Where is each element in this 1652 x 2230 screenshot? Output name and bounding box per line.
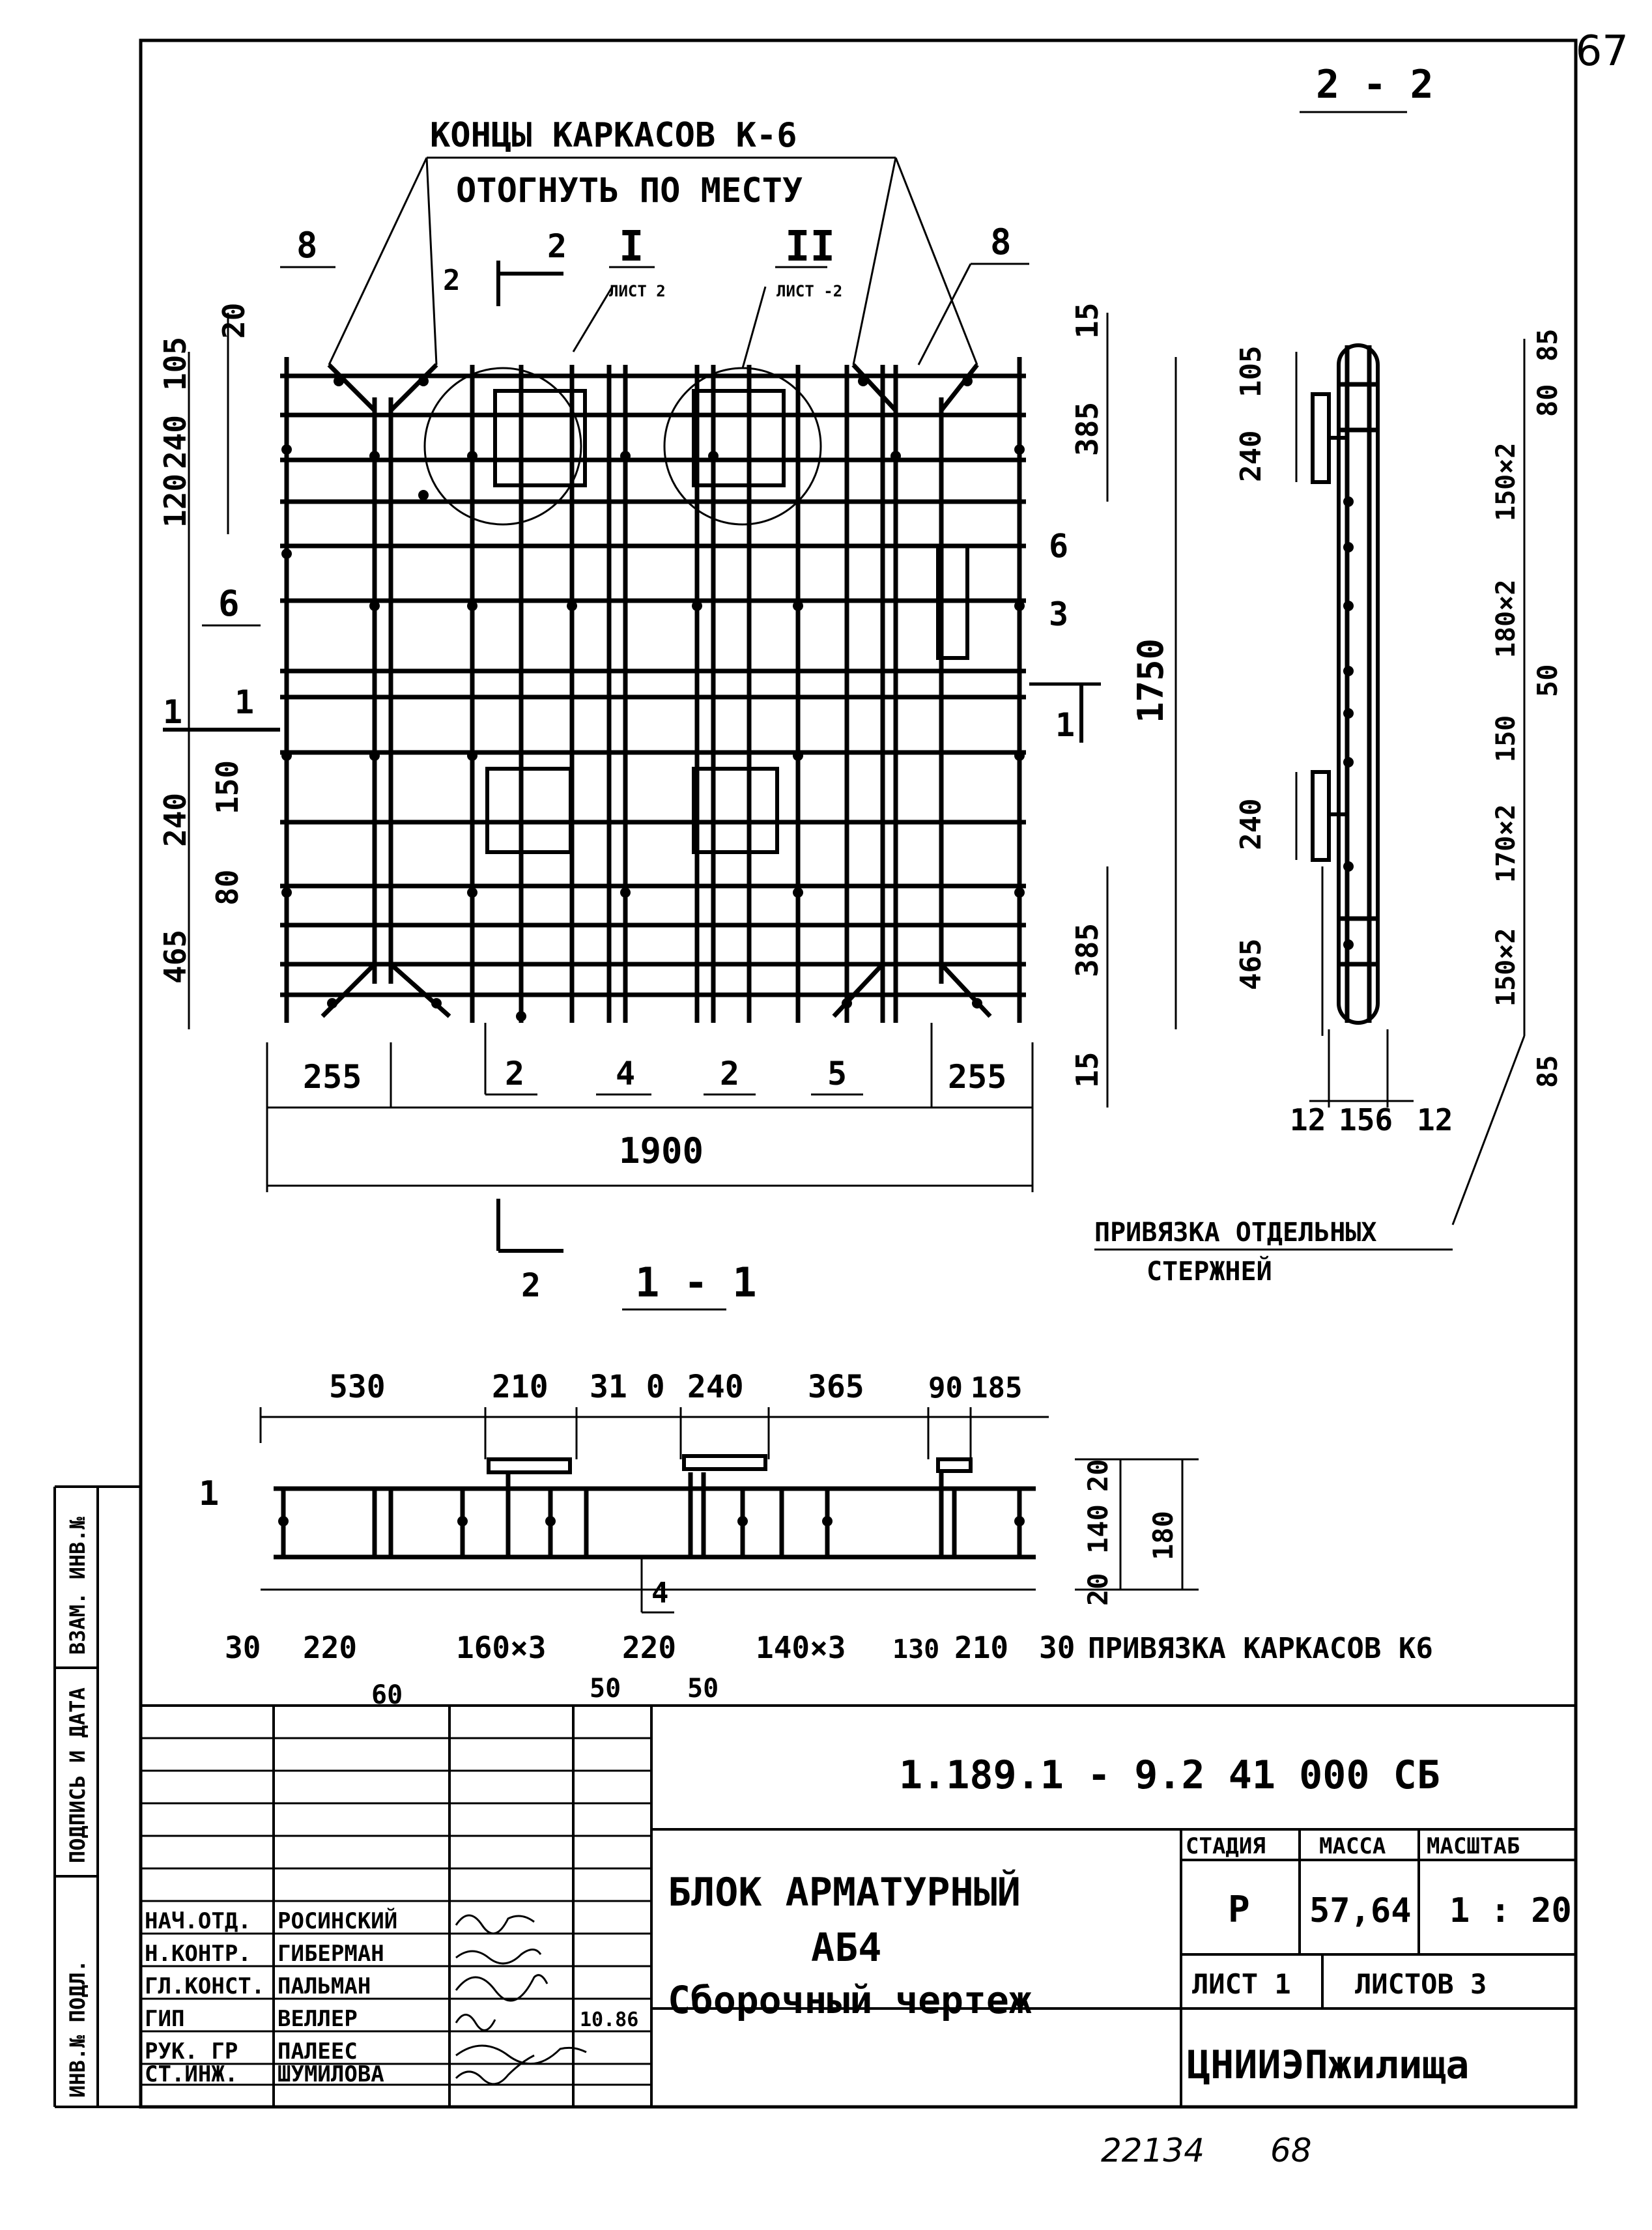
cut-1-left-a: 1 bbox=[163, 693, 183, 731]
s11-bottom-220-mid: 220 bbox=[622, 1630, 677, 1665]
cut-2-bottom-marker bbox=[498, 1199, 563, 1304]
s11-bottom-50-a: 50 bbox=[590, 1674, 621, 1704]
doc-code: 1.189.1 - 9.2 41 000 СБ bbox=[899, 1752, 1440, 1798]
cut-2-top: 2 bbox=[547, 227, 567, 265]
title-line1: БЛОК АРМАТУРНЫЙ bbox=[668, 1870, 1021, 1915]
s11-bottom-210: 210 bbox=[954, 1630, 1009, 1665]
dim-right-15-bottom: 15 bbox=[1070, 1051, 1105, 1088]
s22-dim-170x2: 170×2 bbox=[1491, 804, 1521, 883]
stage-value: Р bbox=[1228, 1889, 1250, 1931]
marker-8-left: 8 bbox=[296, 225, 318, 266]
dim-top-20: 20 bbox=[216, 302, 251, 339]
header-mass: МАССА bbox=[1319, 1833, 1386, 1859]
name-veller: ВЕЛЛЕР bbox=[278, 2006, 358, 2032]
s11-top-530: 530 bbox=[329, 1369, 386, 1405]
node-I: I bbox=[619, 223, 644, 271]
callout-line1: КОНЦЫ КАРКАСОВ К-6 bbox=[430, 116, 797, 155]
cut-1-right: 1 bbox=[1055, 706, 1075, 744]
dim-left-465: 465 bbox=[158, 929, 193, 984]
s11-right-20-top: 20 bbox=[1082, 1459, 1114, 1492]
s11-right-140: 140 bbox=[1082, 1504, 1114, 1554]
side-label-original-inv: ИНВ.№ ПОДЛ. bbox=[65, 1960, 90, 2098]
name-palees: ПАЛЕЕС bbox=[278, 2038, 358, 2065]
section-11-view bbox=[274, 1456, 1036, 1557]
footer-page: 68 bbox=[1270, 2132, 1312, 2169]
s22-dim-180x2: 180×2 bbox=[1491, 579, 1521, 658]
s22-note-line1: ПРИВЯЗКА ОТДЕЛЬНЫХ bbox=[1094, 1218, 1377, 1248]
marker-4-bottom: 4 bbox=[615, 1055, 636, 1093]
scale-value: 1 : 20 bbox=[1449, 1891, 1572, 1930]
role-gip: ГИП bbox=[145, 2006, 185, 2032]
s22-dim-150x2-top: 150×2 bbox=[1491, 442, 1521, 521]
marker-3-right: 3 bbox=[1049, 595, 1069, 633]
s11-right-180: 180 bbox=[1147, 1511, 1179, 1560]
role-norm-control: Н.КОНТР. bbox=[145, 1941, 251, 1967]
role-group-lead: РУК. ГР bbox=[145, 2038, 238, 2065]
mass-value: 57,64 bbox=[1309, 1891, 1412, 1930]
marker-2-bottom-b: 2 bbox=[719, 1055, 740, 1093]
s11-bottom-220-left: 220 bbox=[303, 1630, 358, 1665]
s11-top-240: 240 bbox=[687, 1369, 744, 1405]
header-stage: СТАДИЯ bbox=[1186, 1833, 1266, 1859]
s22-dim-85-top: 85 bbox=[1531, 328, 1563, 362]
node-II: II bbox=[785, 223, 836, 271]
dim-total-1900: 1900 bbox=[619, 1130, 704, 1171]
dim-bottom-255-left: 255 bbox=[303, 1058, 362, 1096]
plan-view bbox=[280, 357, 1026, 1023]
s22-dim-12-right: 12 bbox=[1417, 1102, 1453, 1137]
date-value: 10.86 bbox=[580, 2008, 639, 2031]
marker-2-bottom-a: 2 bbox=[504, 1055, 525, 1093]
s22-dim-105: 105 bbox=[1234, 345, 1268, 397]
s11-bottom-50-b: 50 bbox=[687, 1674, 719, 1704]
dim-right-15-top: 15 bbox=[1070, 302, 1105, 339]
plan-markers bbox=[163, 222, 1101, 744]
s22-dim-150x2-bottom: 150×2 bbox=[1491, 928, 1521, 1007]
side-label-replace-inv: ВЗАМ. ИНВ.№ bbox=[65, 1517, 90, 1655]
s11-top-90: 90 bbox=[928, 1371, 963, 1405]
s11-marker-1: 1 bbox=[199, 1474, 220, 1513]
node-I-sheet: ЛИСТ 2 bbox=[609, 282, 666, 300]
s22-dim-240-bottom: 240 bbox=[1234, 798, 1268, 850]
cut-2-bottom: 2 bbox=[521, 1266, 541, 1304]
side-label-signature-date: ПОДПИСЬ И ДАТА bbox=[65, 1687, 90, 1863]
role-head-dept: НАЧ.ОТД. bbox=[145, 1908, 251, 1934]
sheet-value: ЛИСТ 1 bbox=[1192, 1968, 1291, 2000]
role-senior-engineer: СТ.ИНЖ. bbox=[145, 2061, 238, 2087]
title-line2: АБ4 bbox=[811, 1925, 882, 1971]
cut-1-left-b: 1 bbox=[235, 683, 255, 721]
dim-left-80: 80 bbox=[210, 869, 245, 906]
title-line3: Сборочный чертеж bbox=[668, 1978, 1032, 2022]
name-shumilova: ШУМИЛОВА bbox=[278, 2061, 384, 2087]
dim-left-150: 150 bbox=[210, 760, 245, 814]
s22-dim-85-bottom: 85 bbox=[1531, 1055, 1563, 1088]
archive-number: 22134 bbox=[1101, 2132, 1205, 2169]
dim-right-385-bottom: 385 bbox=[1070, 922, 1105, 977]
marker-8-right: 8 bbox=[990, 222, 1012, 263]
s11-bottom-30-right: 30 bbox=[1039, 1630, 1075, 1665]
marker-2-pos: 2 bbox=[443, 264, 461, 297]
s22-dim-156: 156 bbox=[1339, 1102, 1393, 1137]
plan-dimensions bbox=[158, 303, 1176, 1192]
dim-left-240: 240 bbox=[158, 792, 193, 847]
s11-marker-4: 4 bbox=[651, 1577, 669, 1610]
role-chief-designer: ГЛ.КОНСТ. bbox=[145, 1973, 265, 1999]
s11-bottom-160x3: 160×3 bbox=[456, 1630, 547, 1665]
marker-5-bottom: 5 bbox=[827, 1055, 847, 1093]
s11-top-210: 210 bbox=[492, 1369, 548, 1405]
section-11-dimensions bbox=[199, 1369, 1433, 1710]
dim-bottom-255-right: 255 bbox=[948, 1058, 1007, 1096]
s22-dim-12-left: 12 bbox=[1290, 1102, 1326, 1137]
s11-top-310: 31 0 bbox=[590, 1369, 665, 1405]
dim-top-120: 120 bbox=[158, 473, 193, 528]
s11-top-365: 365 bbox=[808, 1369, 864, 1405]
s11-bottom-130: 130 bbox=[892, 1635, 940, 1665]
dim-top-240: 240 bbox=[158, 414, 193, 469]
s11-bottom-60: 60 bbox=[371, 1680, 403, 1710]
s11-bottom-30-left: 30 bbox=[225, 1630, 261, 1665]
header-scale: МАСШТАБ bbox=[1427, 1833, 1520, 1859]
organization: ЦНИИЭПжилища bbox=[1187, 2042, 1470, 2088]
s11-bottom-140x3: 140×3 bbox=[756, 1630, 846, 1665]
page-number: 67 bbox=[1575, 27, 1629, 76]
dim-right-1750: 1750 bbox=[1130, 638, 1171, 723]
marker-6-left: 6 bbox=[218, 583, 240, 624]
name-palman: ПАЛЬМАН bbox=[278, 1973, 371, 1999]
callout-line2: ОТОГНУТЬ ПО МЕСТУ bbox=[456, 171, 803, 210]
section-22-view bbox=[1296, 339, 1524, 1225]
node-II-sheet: ЛИСТ -2 bbox=[776, 282, 843, 300]
s11-right-20-bottom: 20 bbox=[1082, 1573, 1114, 1606]
section-11-title: 1 - 1 bbox=[635, 1259, 757, 1306]
s11-note: ПРИВЯЗКА КАРКАСОВ К6 bbox=[1088, 1632, 1433, 1665]
section-22-title: 2 - 2 bbox=[1316, 62, 1434, 107]
s22-dim-50: 50 bbox=[1531, 664, 1563, 697]
dim-top-105: 105 bbox=[158, 336, 193, 391]
dim-right-385-top: 385 bbox=[1070, 401, 1105, 456]
name-rosinsky: РОСИНСКИЙ bbox=[278, 1908, 398, 1934]
s11-top-185: 185 bbox=[971, 1371, 1023, 1405]
s22-note-line2: СТЕРЖНЕЙ bbox=[1146, 1257, 1272, 1287]
marker-6-right: 6 bbox=[1049, 527, 1069, 565]
name-giberman: ГИБЕРМАН bbox=[278, 1941, 384, 1967]
s22-dim-465: 465 bbox=[1234, 938, 1268, 990]
s22-dim-240-top: 240 bbox=[1234, 430, 1268, 482]
side-labels bbox=[65, 1516, 90, 2098]
sheets-value: ЛИСТОВ 3 bbox=[1355, 1968, 1487, 2000]
s22-dim-80: 80 bbox=[1531, 384, 1563, 417]
plan-bottom-labels bbox=[485, 1023, 932, 1094]
s22-dim-150: 150 bbox=[1491, 715, 1521, 762]
